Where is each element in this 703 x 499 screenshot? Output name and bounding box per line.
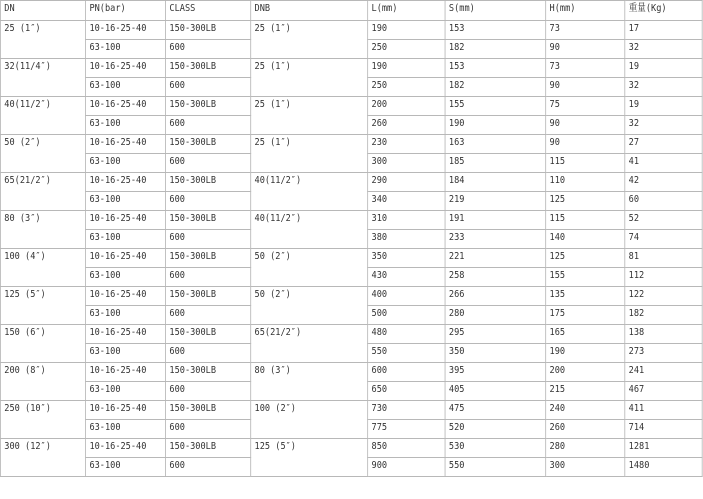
cell-length: 550 <box>368 344 445 363</box>
cell-pn: 63-100 <box>86 344 166 363</box>
cell-h: 90 <box>546 40 625 59</box>
cell-class: 150-300LB <box>166 287 251 306</box>
cell-weight: 32 <box>625 40 702 59</box>
cell-class: 150-300LB <box>166 401 251 420</box>
cell-class: 600 <box>166 78 251 97</box>
cell-length: 900 <box>368 458 445 477</box>
cell-s: 295 <box>445 325 546 344</box>
cell-s: 350 <box>445 344 546 363</box>
cell-class: 600 <box>166 382 251 401</box>
table-row <box>0 287 702 306</box>
cell-pn: 10-16-25-40 <box>86 211 166 230</box>
cell-pn: 10-16-25-40 <box>86 363 166 382</box>
cell-dnb: 100 (2″) <box>251 401 368 439</box>
cell-length: 190 <box>368 59 445 78</box>
cell-s: 280 <box>445 306 546 325</box>
cell-class: 600 <box>166 154 251 173</box>
cell-h: 73 <box>546 59 625 78</box>
cell-weight: 27 <box>625 135 702 154</box>
cell-s: 266 <box>445 287 546 306</box>
cell-pn: 10-16-25-40 <box>86 287 166 306</box>
cell-pn: 63-100 <box>86 306 166 325</box>
cell-weight: 1480 <box>625 458 702 477</box>
cell-length: 480 <box>368 325 445 344</box>
cell-class: 600 <box>166 458 251 477</box>
table-body <box>0 21 702 477</box>
cell-h: 90 <box>546 78 625 97</box>
cell-h: 200 <box>546 363 625 382</box>
table-row <box>0 59 702 78</box>
cell-dnb: 40(11/2″) <box>251 211 368 249</box>
header-pn: PN(bar) <box>86 1 166 21</box>
cell-length: 250 <box>368 40 445 59</box>
cell-h: 115 <box>546 154 625 173</box>
cell-length: 290 <box>368 173 445 192</box>
cell-pn: 10-16-25-40 <box>86 249 166 268</box>
cell-s: 190 <box>445 116 546 135</box>
cell-pn: 63-100 <box>86 458 166 477</box>
cell-class: 600 <box>166 306 251 325</box>
cell-length: 250 <box>368 78 445 97</box>
cell-h: 110 <box>546 173 625 192</box>
cell-s: 163 <box>445 135 546 154</box>
header-dnb: DNB <box>251 1 368 21</box>
cell-length: 600 <box>368 363 445 382</box>
cell-weight: 32 <box>625 116 702 135</box>
cell-weight: 411 <box>625 401 702 420</box>
cell-class: 600 <box>166 40 251 59</box>
cell-class: 150-300LB <box>166 363 251 382</box>
cell-s: 191 <box>445 211 546 230</box>
cell-dn: 150 (6″) <box>0 325 85 363</box>
cell-class: 150-300LB <box>166 173 251 192</box>
cell-pn: 10-16-25-40 <box>86 59 166 78</box>
cell-dn: 125 (5″) <box>0 287 85 325</box>
table-row <box>0 325 702 344</box>
cell-weight: 112 <box>625 268 702 287</box>
cell-dn: 250 (10″) <box>0 401 85 439</box>
cell-weight: 52 <box>625 211 702 230</box>
cell-dnb: 80 (3″) <box>251 363 368 401</box>
cell-h: 155 <box>546 268 625 287</box>
cell-dnb: 40(11/2″) <box>251 173 368 211</box>
cell-length: 340 <box>368 192 445 211</box>
cell-dnb: 50 (2″) <box>251 249 368 287</box>
cell-weight: 714 <box>625 420 702 439</box>
cell-dnb: 50 (2″) <box>251 287 368 325</box>
table-row <box>0 135 702 154</box>
cell-s: 155 <box>445 97 546 116</box>
cell-s: 395 <box>445 363 546 382</box>
cell-weight: 81 <box>625 249 702 268</box>
cell-s: 520 <box>445 420 546 439</box>
cell-length: 190 <box>368 21 445 40</box>
table-row <box>0 173 702 192</box>
cell-h: 135 <box>546 287 625 306</box>
cell-s: 182 <box>445 40 546 59</box>
cell-dnb: 25 (1″) <box>251 135 368 173</box>
cell-weight: 122 <box>625 287 702 306</box>
cell-s: 219 <box>445 192 546 211</box>
cell-weight: 182 <box>625 306 702 325</box>
cell-h: 240 <box>546 401 625 420</box>
cell-pn: 10-16-25-40 <box>86 439 166 458</box>
cell-h: 215 <box>546 382 625 401</box>
cell-s: 550 <box>445 458 546 477</box>
table-row <box>0 249 702 268</box>
cell-pn: 63-100 <box>86 268 166 287</box>
cell-class: 150-300LB <box>166 97 251 116</box>
cell-dnb: 25 (1″) <box>251 21 368 59</box>
table-row <box>0 21 702 40</box>
cell-weight: 138 <box>625 325 702 344</box>
cell-h: 300 <box>546 458 625 477</box>
cell-s: 405 <box>445 382 546 401</box>
cell-length: 260 <box>368 116 445 135</box>
cell-pn: 63-100 <box>86 230 166 249</box>
cell-dn: 100 (4″) <box>0 249 85 287</box>
cell-s: 182 <box>445 78 546 97</box>
cell-class: 150-300LB <box>166 249 251 268</box>
header-class: CLASS <box>166 1 251 21</box>
cell-length: 650 <box>368 382 445 401</box>
cell-pn: 10-16-25-40 <box>86 21 166 40</box>
cell-pn: 63-100 <box>86 116 166 135</box>
cell-dnb: 25 (1″) <box>251 59 368 97</box>
cell-weight: 1281 <box>625 439 702 458</box>
cell-s: 258 <box>445 268 546 287</box>
cell-length: 430 <box>368 268 445 287</box>
cell-length: 200 <box>368 97 445 116</box>
header-s: S(mm) <box>445 1 546 21</box>
cell-h: 73 <box>546 21 625 40</box>
cell-length: 500 <box>368 306 445 325</box>
cell-class: 150-300LB <box>166 211 251 230</box>
cell-h: 115 <box>546 211 625 230</box>
cell-h: 125 <box>546 249 625 268</box>
cell-h: 190 <box>546 344 625 363</box>
cell-s: 530 <box>445 439 546 458</box>
cell-pn: 10-16-25-40 <box>86 401 166 420</box>
cell-pn: 63-100 <box>86 154 166 173</box>
cell-h: 175 <box>546 306 625 325</box>
cell-dn: 40(11/2″) <box>0 97 85 135</box>
cell-dnb: 25 (1″) <box>251 97 368 135</box>
cell-class: 150-300LB <box>166 135 251 154</box>
cell-pn: 10-16-25-40 <box>86 325 166 344</box>
cell-dnb: 125 (5″) <box>251 439 368 477</box>
cell-s: 184 <box>445 173 546 192</box>
cell-class: 600 <box>166 192 251 211</box>
cell-s: 153 <box>445 59 546 78</box>
cell-h: 260 <box>546 420 625 439</box>
table-row <box>0 363 702 382</box>
cell-length: 230 <box>368 135 445 154</box>
cell-pn: 63-100 <box>86 78 166 97</box>
cell-class: 600 <box>166 116 251 135</box>
cell-weight: 74 <box>625 230 702 249</box>
cell-class: 600 <box>166 420 251 439</box>
cell-s: 221 <box>445 249 546 268</box>
cell-h: 280 <box>546 439 625 458</box>
cell-weight: 19 <box>625 59 702 78</box>
header-h: H(mm) <box>546 1 625 21</box>
cell-dnb: 65(21/2″) <box>251 325 368 363</box>
cell-weight: 60 <box>625 192 702 211</box>
table-row <box>0 97 702 116</box>
cell-weight: 42 <box>625 173 702 192</box>
cell-length: 850 <box>368 439 445 458</box>
cell-length: 400 <box>368 287 445 306</box>
header-weight: 重量(Kg) <box>625 1 702 21</box>
cell-h: 90 <box>546 116 625 135</box>
cell-s: 475 <box>445 401 546 420</box>
cell-dn: 80 (3″) <box>0 211 85 249</box>
cell-length: 310 <box>368 211 445 230</box>
cell-length: 775 <box>368 420 445 439</box>
cell-length: 380 <box>368 230 445 249</box>
cell-length: 300 <box>368 154 445 173</box>
table-row <box>0 439 702 458</box>
cell-h: 165 <box>546 325 625 344</box>
cell-s: 153 <box>445 21 546 40</box>
cell-weight: 273 <box>625 344 702 363</box>
cell-dn: 300 (12″) <box>0 439 85 477</box>
cell-dn: 200 (8″) <box>0 363 85 401</box>
table-row <box>0 401 702 420</box>
cell-class: 150-300LB <box>166 59 251 78</box>
cell-dn: 32(11/4″) <box>0 59 85 97</box>
header-dn: DN <box>0 1 85 21</box>
cell-class: 150-300LB <box>166 325 251 344</box>
header-length: L(mm) <box>368 1 445 21</box>
cell-pn: 63-100 <box>86 382 166 401</box>
cell-weight: 241 <box>625 363 702 382</box>
cell-class: 150-300LB <box>166 21 251 40</box>
cell-pn: 63-100 <box>86 420 166 439</box>
cell-pn: 10-16-25-40 <box>86 97 166 116</box>
cell-pn: 10-16-25-40 <box>86 173 166 192</box>
cell-h: 125 <box>546 192 625 211</box>
cell-class: 600 <box>166 344 251 363</box>
cell-h: 75 <box>546 97 625 116</box>
cell-weight: 41 <box>625 154 702 173</box>
cell-pn: 10-16-25-40 <box>86 135 166 154</box>
cell-length: 730 <box>368 401 445 420</box>
cell-class: 600 <box>166 268 251 287</box>
cell-class: 150-300LB <box>166 439 251 458</box>
cell-weight: 17 <box>625 21 702 40</box>
cell-dn: 65(21/2″) <box>0 173 85 211</box>
cell-weight: 32 <box>625 78 702 97</box>
header-row <box>0 1 702 21</box>
cell-length: 350 <box>368 249 445 268</box>
cell-s: 185 <box>445 154 546 173</box>
cell-class: 600 <box>166 230 251 249</box>
cell-dn: 50 (2″) <box>0 135 85 173</box>
table-row <box>0 211 702 230</box>
cell-weight: 19 <box>625 97 702 116</box>
cell-weight: 467 <box>625 382 702 401</box>
cell-h: 90 <box>546 135 625 154</box>
cell-dn: 25 (1″) <box>0 21 85 59</box>
cell-h: 140 <box>546 230 625 249</box>
cell-s: 233 <box>445 230 546 249</box>
cell-pn: 63-100 <box>86 40 166 59</box>
cell-pn: 63-100 <box>86 192 166 211</box>
